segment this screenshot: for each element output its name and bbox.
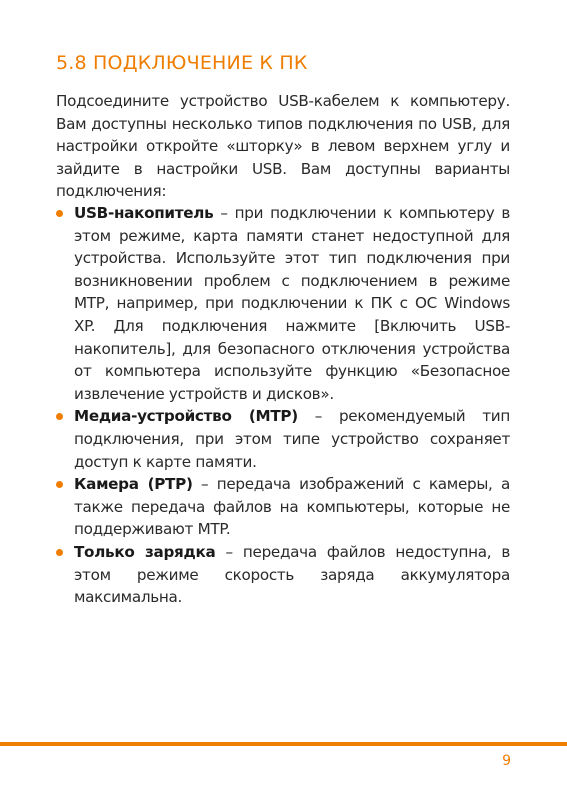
description-charge-only: – передача файлов недоступна, в этом режиме скорость заряда аккумулятора максимальна.: [74, 542, 510, 607]
section-title: 5.8 ПОДКЛЮЧЕНИЕ К ПК: [56, 52, 308, 74]
bullet-dot-icon: [56, 481, 63, 488]
description-ptp: – передача изображений с камеры, а также передача файлов на компьютеры, которые не поддерживают MTP.: [74, 475, 510, 539]
description-mtp: – рекомендуемый тип подключения, при этом типе устройство сохраняет доступ к карте памяти.: [74, 407, 510, 471]
page-number: 9: [502, 753, 511, 769]
term-charge-only: Только зарядка: [74, 542, 216, 561]
bullet-dot-icon: [56, 413, 63, 420]
term-mtp: Медиа-устройство (MTP): [74, 407, 298, 426]
bullet-dot-icon: [56, 549, 63, 556]
intro-paragraph: Подсоедините устройство USB-кабелем к компьютеру. Вам доступны несколько типов подключения по USB, для настройки откройте «шторку» в левом верхнем углу и зайдите в настройки USB. Вам доступны варианты подключения:: [56, 92, 510, 201]
list-item-mtp: [56, 405, 510, 473]
list-item-ptp: [56, 473, 510, 541]
list-item-charge-only: [56, 541, 510, 609]
list-item-usb-storage: [56, 202, 510, 405]
description-usb-storage: – при подключении к компьютеру в этом режиме, карта памяти станет недоступной для устройства. Используйте этот тип подключения при возникновении проблем с подключением в режиме MTP, например, при подключении к ПК с ОС Windows XP. Для подключения нажмите [Включить USB-накопитель], для безопасного отключения устройства от компьютера используйте функцию «Безопасное извлечение устройств и дисков».: [74, 204, 510, 403]
term-usb-storage: USB-накопитель: [74, 204, 214, 222]
footer-divider: [0, 742, 567, 746]
bullet-dot-icon: [56, 210, 63, 217]
term-ptp: Камера (PTP): [74, 475, 193, 494]
connection-modes-list: [56, 202, 510, 609]
